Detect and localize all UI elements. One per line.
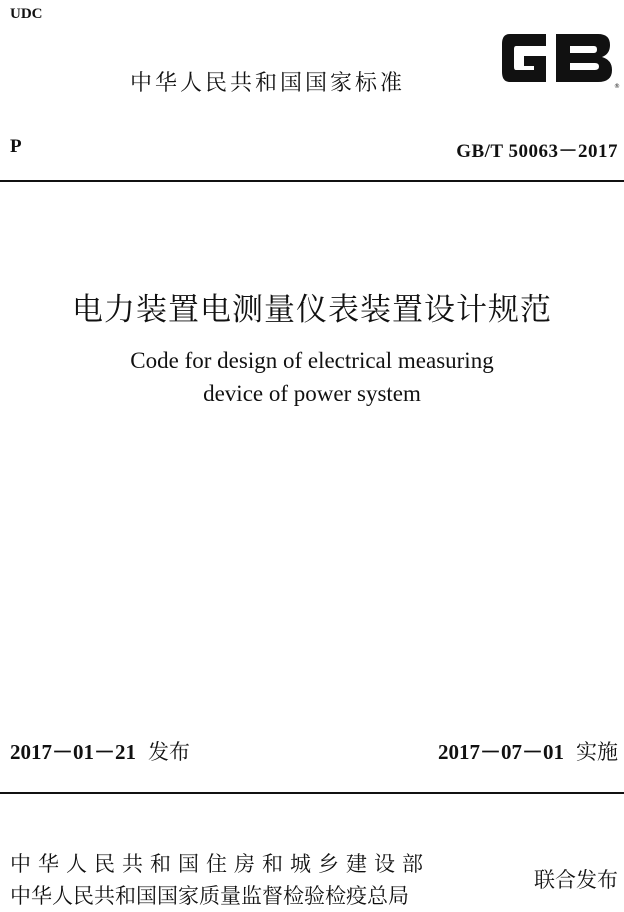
- publisher-1: 中华人民共和国住房和城乡建设部: [10, 852, 430, 876]
- issue-date-block: [10, 736, 190, 766]
- logo-registered-mark: ®: [614, 83, 620, 90]
- top-divider: [0, 180, 624, 182]
- publisher-2: 中华人民共和国国家质量监督检验检疫总局: [10, 884, 409, 908]
- implement-label: 实施: [576, 740, 618, 764]
- standard-number: GB/T 50063－2017: [456, 141, 618, 162]
- implement-date: 2017－07－01: [438, 740, 564, 764]
- bottom-divider: [0, 792, 624, 794]
- title-english-line-1: Code for design of electrical measuring: [130, 348, 494, 373]
- issue-date: 2017－01－21: [10, 740, 136, 764]
- title-chinese: 电力装置电测量仪表装置设计规范: [72, 292, 552, 328]
- gb-logo-icon: [496, 24, 620, 92]
- title-english: [0, 344, 624, 410]
- national-standard-heading: 中华人民共和国国家标准: [130, 71, 406, 96]
- udc-label: UDC: [10, 6, 43, 22]
- title-english-line-2: device of power system: [203, 381, 421, 406]
- issue-label: 发布: [148, 740, 190, 764]
- classification-code: P: [10, 136, 22, 157]
- implement-date-block: [438, 736, 618, 766]
- joint-publish-label: 联合发布: [534, 868, 618, 892]
